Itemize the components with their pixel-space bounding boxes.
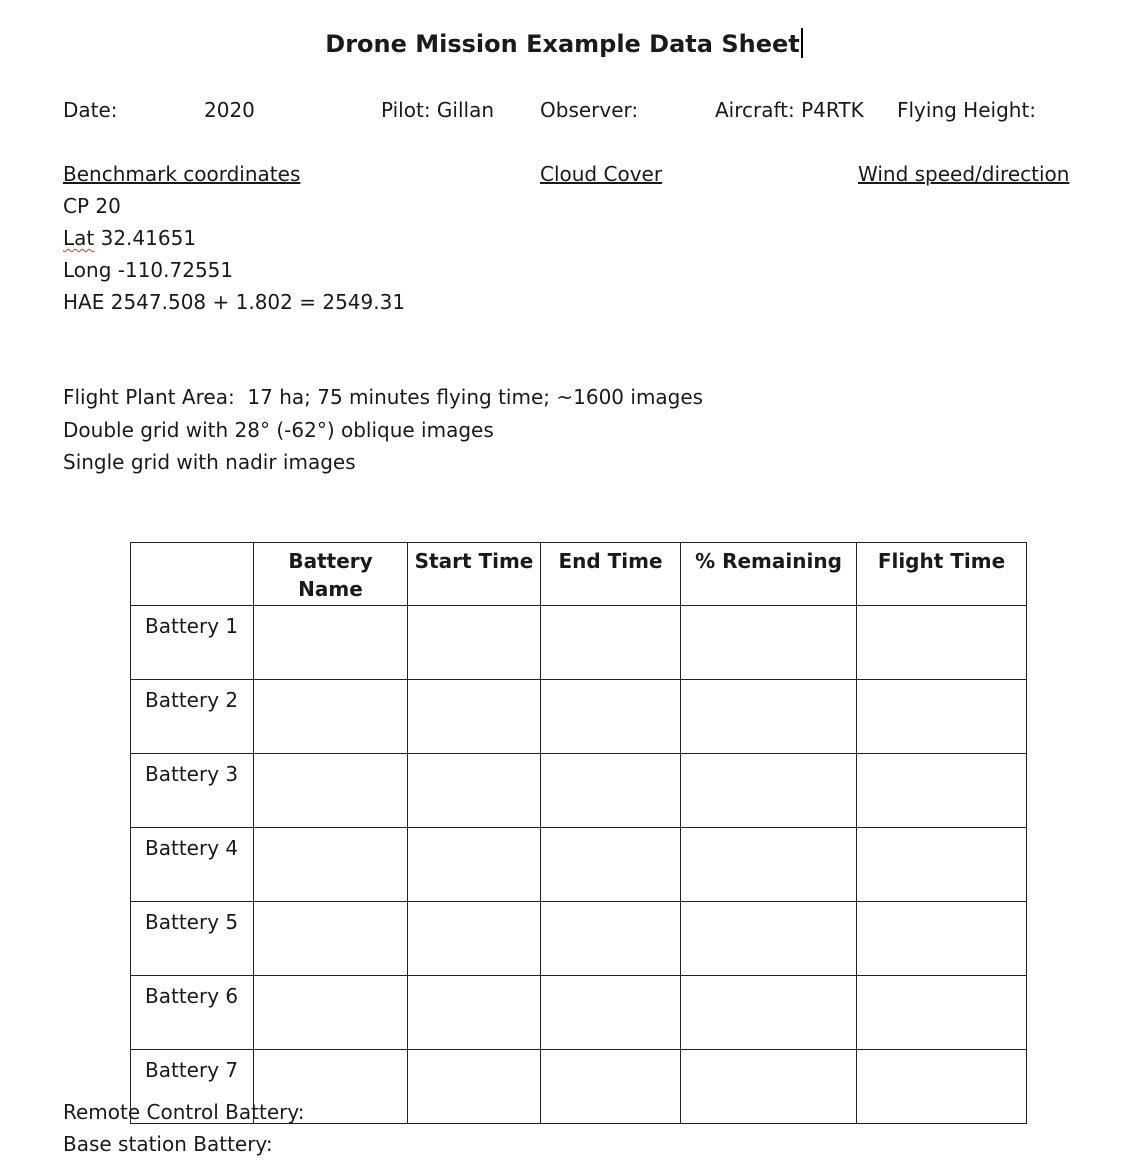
end-time-cell[interactable] — [541, 828, 681, 902]
header-flight-time: Flight Time — [857, 543, 1027, 606]
table-row — [131, 754, 1027, 828]
remote-control-battery-label: Remote Control Battery: — [63, 1100, 305, 1124]
table-header-row — [131, 543, 1027, 606]
end-time-cell[interactable] — [541, 754, 681, 828]
date-value: 2020 — [204, 98, 255, 122]
lat-value: 32.41651 — [94, 226, 197, 250]
flight-time-cell[interactable] — [857, 976, 1027, 1050]
flight-time-cell[interactable] — [857, 680, 1027, 754]
flight-time-cell[interactable] — [857, 606, 1027, 680]
battery-table — [130, 542, 1027, 1124]
start-time-cell[interactable] — [408, 976, 541, 1050]
start-time-cell[interactable] — [408, 754, 541, 828]
percent-remaining-cell[interactable] — [681, 754, 857, 828]
start-time-cell[interactable] — [408, 1050, 541, 1124]
flying-height-field: Flying Height: — [897, 98, 1037, 122]
cloud-cover-heading: Cloud Cover — [540, 162, 663, 186]
table-row — [131, 606, 1027, 680]
base-station-battery-label: Base station Battery: — [63, 1132, 273, 1156]
row-label: Battery 5 — [131, 902, 254, 976]
percent-remaining-cell[interactable] — [681, 828, 857, 902]
end-time-cell[interactable] — [541, 606, 681, 680]
hae-line: HAE 2547.508 + 1.802 = 2549.31 — [63, 290, 406, 314]
start-time-cell[interactable] — [408, 902, 541, 976]
end-time-cell[interactable] — [541, 976, 681, 1050]
table-row — [131, 902, 1027, 976]
flight-time-cell[interactable] — [857, 754, 1027, 828]
lat-line — [63, 228, 196, 248]
date-label: Date: — [63, 98, 118, 122]
row-label: Battery 7 — [131, 1050, 254, 1124]
cp-line: CP 20 — [63, 194, 121, 218]
percent-remaining-cell[interactable] — [681, 902, 857, 976]
flight-plan-line-2: Double grid with 28° (-62°) oblique images — [63, 418, 494, 442]
flight-time-cell[interactable] — [857, 902, 1027, 976]
battery-name-cell[interactable] — [254, 680, 408, 754]
header-end-time: End Time — [541, 543, 681, 606]
header-start-time: Start Time — [408, 543, 541, 606]
observer-field: Observer: — [540, 98, 639, 122]
battery-name-cell[interactable] — [254, 976, 408, 1050]
header-cell-blank — [131, 543, 254, 606]
text-cursor — [801, 28, 803, 58]
battery-name-cell[interactable] — [254, 828, 408, 902]
start-time-cell[interactable] — [408, 680, 541, 754]
percent-remaining-cell[interactable] — [681, 976, 857, 1050]
table-row — [131, 828, 1027, 902]
end-time-cell[interactable] — [541, 680, 681, 754]
flight-time-cell[interactable] — [857, 1050, 1027, 1124]
flight-plan-line-3: Single grid with nadir images — [63, 450, 356, 474]
benchmark-heading: Benchmark coordinates — [63, 162, 301, 186]
lat-label: Lat — [63, 226, 95, 250]
page-title: Drone Mission Example Data Sheet — [0, 28, 1128, 58]
row-label: Battery 1 — [131, 606, 254, 680]
battery-name-cell[interactable] — [254, 606, 408, 680]
header-battery-name: Battery Name — [254, 543, 408, 606]
pilot-field: Pilot: Gillan — [381, 98, 495, 122]
percent-remaining-cell[interactable] — [681, 606, 857, 680]
percent-remaining-cell[interactable] — [681, 680, 857, 754]
battery-name-cell[interactable] — [254, 902, 408, 976]
flight-time-cell[interactable] — [857, 828, 1027, 902]
row-label: Battery 6 — [131, 976, 254, 1050]
wind-heading: Wind speed/direction — [858, 162, 1070, 186]
start-time-cell[interactable] — [408, 828, 541, 902]
percent-remaining-cell[interactable] — [681, 1050, 857, 1124]
table-row — [131, 680, 1027, 754]
header-percent-remaining: % Remaining — [681, 543, 857, 606]
aircraft-field: Aircraft: P4RTK — [715, 98, 864, 122]
battery-name-cell[interactable] — [254, 754, 408, 828]
row-label: Battery 4 — [131, 828, 254, 902]
flight-plan-line-1: Flight Plant Area: 17 ha; 75 minutes flying time; ~1600 images — [63, 385, 704, 409]
table-row — [131, 976, 1027, 1050]
end-time-cell[interactable] — [541, 902, 681, 976]
long-line: Long -110.72551 — [63, 258, 234, 282]
end-time-cell[interactable] — [541, 1050, 681, 1124]
row-label: Battery 3 — [131, 754, 254, 828]
row-label: Battery 2 — [131, 680, 254, 754]
start-time-cell[interactable] — [408, 606, 541, 680]
